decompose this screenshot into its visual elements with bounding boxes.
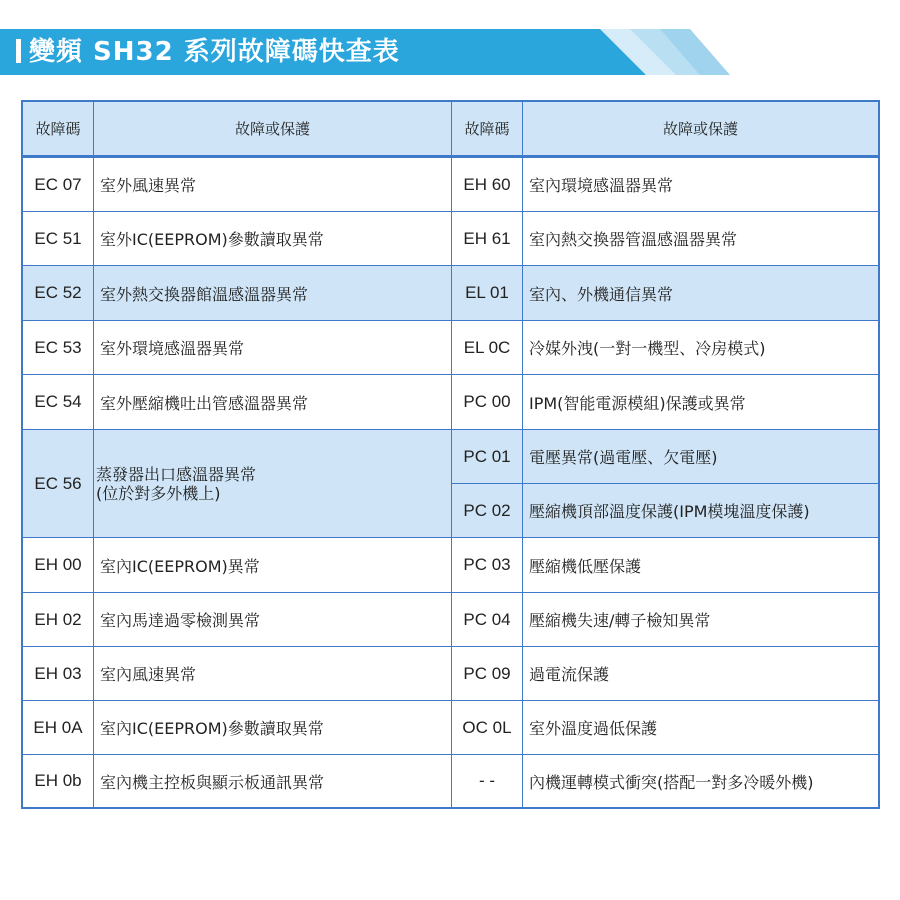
left-row-11-code: EH 0b: [23, 755, 94, 807]
page-title: [16, 29, 400, 75]
fault-code-table: [21, 100, 880, 809]
left-row-9-code: EH 03: [23, 647, 94, 701]
left-row-3-code: EC 52: [23, 266, 94, 321]
left-row-2-desc: 室外IC(EEPROM)參數讀取異常: [94, 212, 452, 266]
right-row-5-desc: IPM(智能電源模組)保護或異常: [523, 375, 878, 430]
left-row-10-desc: 室內IC(EEPROM)參數讀取異常: [94, 701, 452, 755]
right-row-1-code: EH 60: [452, 158, 523, 212]
right-row-2-desc: 室內熱交換器管溫感溫器異常: [523, 212, 878, 266]
right-row-2-code: EH 61: [452, 212, 523, 266]
left-row-5-desc: 室外壓縮機吐出管感溫器異常: [94, 375, 452, 430]
left-row-8-desc: 室內馬達過零檢測異常: [94, 593, 452, 647]
right-row-7-code: PC 02: [452, 484, 523, 538]
left-row-6-code: EC 56: [23, 430, 94, 538]
right-row-5-code: PC 00: [452, 375, 523, 430]
left-row-1-desc: 室外風速異常: [94, 158, 452, 212]
right-row-10-code: PC 09: [452, 647, 523, 701]
left-row-6-desc: 蒸發器出口感溫器異常 (位於對多外機上): [94, 430, 452, 538]
right-row-12-code: - -: [452, 755, 523, 807]
right-row-6-desc: 電壓異常(過電壓、欠電壓): [523, 430, 878, 484]
right-row-6-code: PC 01: [452, 430, 523, 484]
right-row-8-desc: 壓縮機低壓保護: [523, 538, 878, 593]
title-bar-icon: [16, 39, 21, 63]
right-row-8-code: PC 03: [452, 538, 523, 593]
left-row-8-code: EH 02: [23, 593, 94, 647]
left-row-7-code: EH 00: [23, 538, 94, 593]
right-row-4-code: EL 0C: [452, 321, 523, 375]
right-row-11-code: OC 0L: [452, 701, 523, 755]
right-row-11-desc: 室外溫度過低保護: [523, 701, 878, 755]
right-row-7-desc: 壓縮機頂部溫度保護(IPM模塊溫度保護): [523, 484, 878, 538]
right-row-10-desc: 過電流保護: [523, 647, 878, 701]
left-row-1-code: EC 07: [23, 158, 94, 212]
header-code-right: 故障碼: [452, 102, 523, 158]
left-row-10-code: EH 0A: [23, 701, 94, 755]
header-desc-left: 故障或保護: [94, 102, 452, 158]
left-row-7-desc: 室內IC(EEPROM)異常: [94, 538, 452, 593]
header-desc-right: 故障或保護: [523, 102, 878, 158]
right-row-12-desc: 內機運轉模式衝突(搭配一對多冷暖外機): [523, 755, 878, 807]
left-row-3-desc: 室外熱交換器館溫感溫器異常: [94, 266, 452, 321]
right-row-1-desc: 室內環境感溫器異常: [523, 158, 878, 212]
right-row-3-desc: 室內、外機通信異常: [523, 266, 878, 321]
left-row-2-code: EC 51: [23, 212, 94, 266]
right-row-9-desc: 壓縮機失速/轉子檢知異常: [523, 593, 878, 647]
left-row-4-code: EC 53: [23, 321, 94, 375]
right-row-9-code: PC 04: [452, 593, 523, 647]
left-row-9-desc: 室內風速異常: [94, 647, 452, 701]
right-row-4-desc: 冷媒外洩(一對一機型、冷房模式): [523, 321, 878, 375]
left-row-4-desc: 室外環境感溫器異常: [94, 321, 452, 375]
header-code-left: 故障碼: [23, 102, 94, 158]
left-row-5-code: EC 54: [23, 375, 94, 430]
left-row-11-desc: 室內機主控板與顯示板通訊異常: [94, 755, 452, 807]
right-row-3-code: EL 01: [452, 266, 523, 321]
page-title-text: 變頻 SH32 系列故障碼快查表: [29, 37, 400, 67]
